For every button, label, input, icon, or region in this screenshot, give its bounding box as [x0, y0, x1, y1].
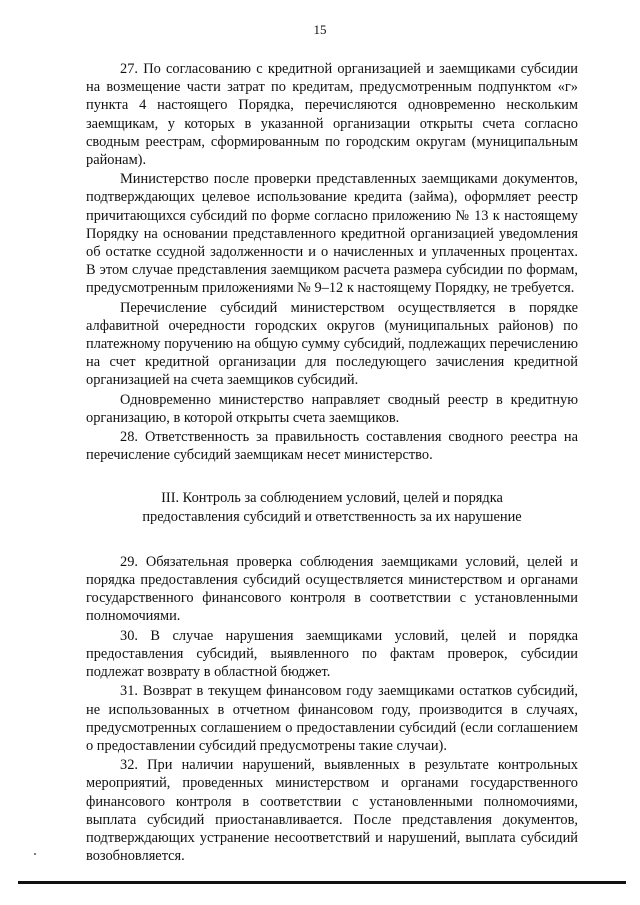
paragraph-29: 29. Обязательная проверка соблюдения заемщиками условий, целей и порядка предоставления субсидий осуществляется министерством и органами государственного финансового контроля в соответствии с установленными полномочиями. [86, 553, 578, 625]
document-body [86, 60, 578, 866]
paragraph-30: 30. В случае нарушения заемщиками условий, целей и порядка предоставления субсидий, выявленного по фактам проверок, субсидии подлежат возврату в областной бюджет. [86, 627, 578, 681]
page-number: 15 [313, 22, 327, 37]
paragraph-31: 31. Возврат в текущем финансовом году заемщиками остатков субсидий, не использованных в отчетном финансовом году, производится в случаях, предусмотренных соглашением о предоставлении субсидий (если соглашением о предоставлении субсидий предусмотрены такие случаи). [86, 683, 578, 754]
bottom-rule [18, 881, 626, 884]
section-heading-line-2: предоставления субсидий и ответственность за их нарушение [142, 508, 522, 525]
paragraph-transfer-order: Перечисление субсидий министерством осуществляется в порядке алфавитной очередности городских округов (муниципальных районов) по платежному поручению на общую сумму субсидий, подлежащих перечислению на счет кредитной организации для последующего зачисления кредитной организацией на счета заемщиков субсидий. [86, 299, 578, 389]
scan-speck [34, 853, 36, 855]
section-heading-line-1: III. Контроль за соблюдением условий, целей и порядка [161, 490, 503, 507]
paragraph-32: 32. При наличии нарушений, выявленных в результате контрольных мероприятий, проведенных министерством и органами государственного финансового контроля в соответствии с установленными полномочиями, выплата субсидий приостанавливается. После представления документов, подтверждающих устранение несоответствий и нарушений, выплата субсидий возобновляется. [86, 757, 578, 865]
paragraph-27: 27. По согласованию с кредитной организацией и заемщиками субсидии на возмещение части затрат по кредитам, предусмотренным подпунктом «г» пункта 4 настоящего Порядка, перечисляются одновременно нескольким заемщикам, у которых в указанной организации открыты счета согласно сводным реестрам, сформированным по городским округам (муниципальным районам). [86, 61, 578, 169]
paragraph-28: 28. Ответственность за правильность составления сводного реестра на перечисление субсидий заемщикам несет министерство. [86, 429, 578, 464]
paragraph-consolidated-registry: Одновременно министерство направляет сводный реестр в кредитную организацию, в которой открыты счета заемщиков. [86, 391, 578, 426]
paragraph-ministry-registry: Министерство после проверки представленных заемщиками документов, подтверждающих целевое использование кредита (займа), оформляет реестр причитающихся субсидий по форме согласно приложению № 13 к настоящему Порядку на основании представленного кредитной организацией уведомления об остатке ссудной задолженности и о начисленных и уплаченных процентах. В этом случае представления заемщиком расчета размера субсидии по формам, предусмотренным приложениями № 9–12 к настоящему Порядку, не требуется. [86, 171, 578, 297]
section-heading [86, 489, 578, 525]
